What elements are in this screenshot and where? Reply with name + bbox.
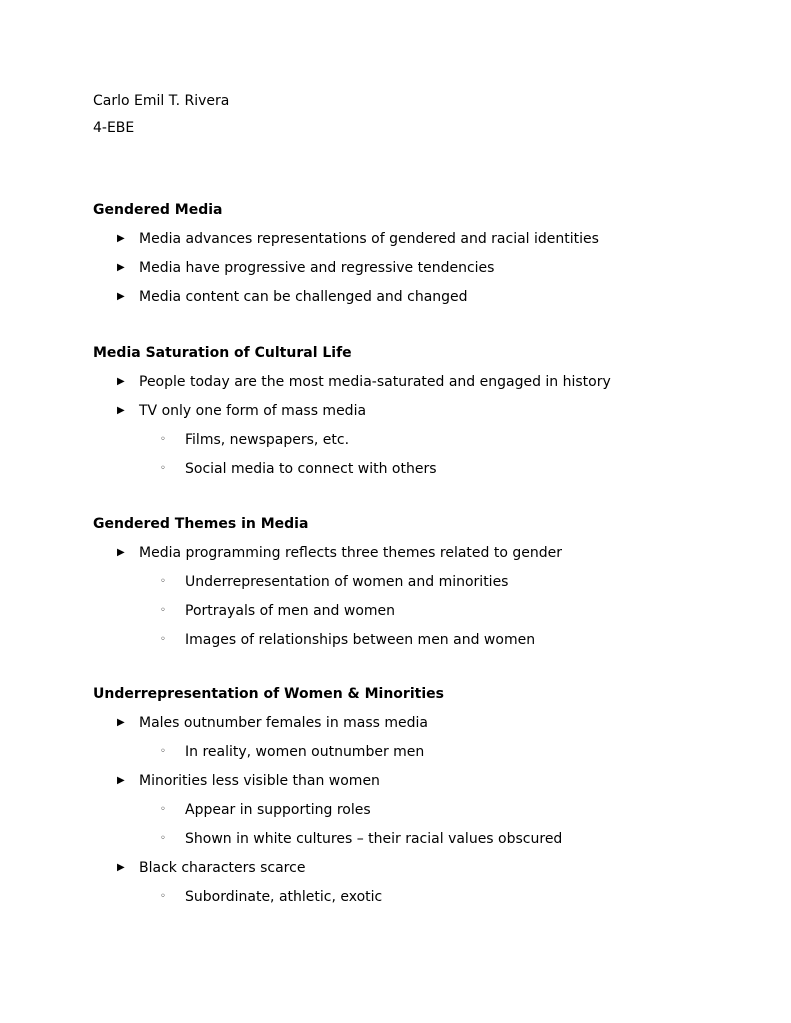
triangle-right-icon: ▶ bbox=[117, 547, 125, 558]
sub-list-item bbox=[139, 460, 753, 478]
sub-bullet-list bbox=[139, 431, 753, 478]
list-item-text: TV only one form of mass media bbox=[139, 403, 367, 419]
open-circle-icon: ◦ bbox=[160, 833, 166, 844]
list-item-text: Males outnumber females in mass media bbox=[139, 715, 429, 731]
bullet-list bbox=[93, 230, 753, 306]
sub-list-item bbox=[139, 888, 753, 906]
sub-list-item-text: Portrayals of men and women bbox=[185, 603, 396, 619]
list-item bbox=[93, 402, 753, 478]
open-circle-icon: ◦ bbox=[160, 746, 166, 757]
section-underrepresentation bbox=[93, 685, 753, 917]
triangle-right-icon: ▶ bbox=[117, 376, 125, 387]
triangle-right-icon: ▶ bbox=[117, 233, 125, 244]
list-item-text: Media content can be challenged and changed bbox=[139, 289, 468, 305]
triangle-right-icon: ▶ bbox=[117, 262, 125, 273]
bullet-list bbox=[93, 373, 753, 478]
sub-list-item bbox=[139, 602, 753, 620]
list-item bbox=[93, 373, 753, 391]
list-item bbox=[93, 772, 753, 848]
open-circle-icon: ◦ bbox=[160, 576, 166, 587]
open-circle-icon: ◦ bbox=[160, 463, 166, 474]
list-item-text: Media programming reflects three themes related to gender bbox=[139, 545, 562, 561]
list-item bbox=[93, 230, 753, 248]
section-gendered-media bbox=[93, 201, 753, 317]
open-circle-icon: ◦ bbox=[160, 891, 166, 902]
triangle-right-icon: ▶ bbox=[117, 775, 125, 786]
sub-bullet-list bbox=[139, 573, 753, 649]
section-media-saturation bbox=[93, 344, 753, 489]
list-item-text: Media advances representations of gendered and racial identities bbox=[139, 231, 599, 247]
section-heading: Gendered Media bbox=[93, 202, 223, 218]
open-circle-icon: ◦ bbox=[160, 804, 166, 815]
list-item-text: Minorities less visible than women bbox=[139, 773, 380, 789]
sub-list-item-text: Images of relationships between men and women bbox=[185, 632, 536, 648]
open-circle-icon: ◦ bbox=[160, 605, 166, 616]
sub-bullet-list bbox=[139, 801, 753, 848]
list-item bbox=[93, 544, 753, 649]
author-name: Carlo Emil T. Rivera bbox=[93, 93, 230, 109]
list-item bbox=[93, 288, 753, 306]
sub-list-item-text: Appear in supporting roles bbox=[185, 802, 371, 818]
section-heading: Gendered Themes in Media bbox=[93, 516, 309, 532]
class-section: 4-EBE bbox=[93, 120, 135, 136]
bullet-list bbox=[93, 714, 753, 906]
sub-list-item bbox=[139, 573, 753, 591]
triangle-right-icon: ▶ bbox=[117, 405, 125, 416]
sub-list-item-text: In reality, women outnumber men bbox=[185, 744, 425, 760]
sub-bullet-list bbox=[139, 743, 753, 761]
sub-list-item-text: Underrepresentation of women and minorities bbox=[185, 574, 509, 590]
list-item bbox=[93, 259, 753, 277]
sub-list-item bbox=[139, 801, 753, 819]
triangle-right-icon: ▶ bbox=[117, 717, 125, 728]
sub-bullet-list bbox=[139, 888, 753, 906]
bullet-list bbox=[93, 544, 753, 649]
open-circle-icon: ◦ bbox=[160, 634, 166, 645]
sub-list-item bbox=[139, 830, 753, 848]
sub-list-item bbox=[139, 743, 753, 761]
list-item bbox=[93, 859, 753, 906]
sub-list-item-text: Subordinate, athletic, exotic bbox=[185, 889, 383, 905]
triangle-right-icon: ▶ bbox=[117, 291, 125, 302]
section-gendered-themes bbox=[93, 515, 753, 660]
triangle-right-icon: ▶ bbox=[117, 862, 125, 873]
list-item bbox=[93, 714, 753, 761]
sub-list-item-text: Films, newspapers, etc. bbox=[185, 432, 350, 448]
section-heading: Media Saturation of Cultural Life bbox=[93, 345, 352, 361]
list-item-text: People today are the most media-saturated and engaged in history bbox=[139, 374, 611, 390]
sub-list-item bbox=[139, 631, 753, 649]
list-item-text: Media have progressive and regressive tendencies bbox=[139, 260, 495, 276]
list-item-text: Black characters scarce bbox=[139, 860, 306, 876]
sub-list-item bbox=[139, 431, 753, 449]
section-heading: Underrepresentation of Women & Minorities bbox=[93, 686, 444, 702]
open-circle-icon: ◦ bbox=[160, 434, 166, 445]
sub-list-item-text: Social media to connect with others bbox=[185, 461, 437, 477]
sub-list-item-text: Shown in white cultures – their racial values obscured bbox=[185, 831, 563, 847]
